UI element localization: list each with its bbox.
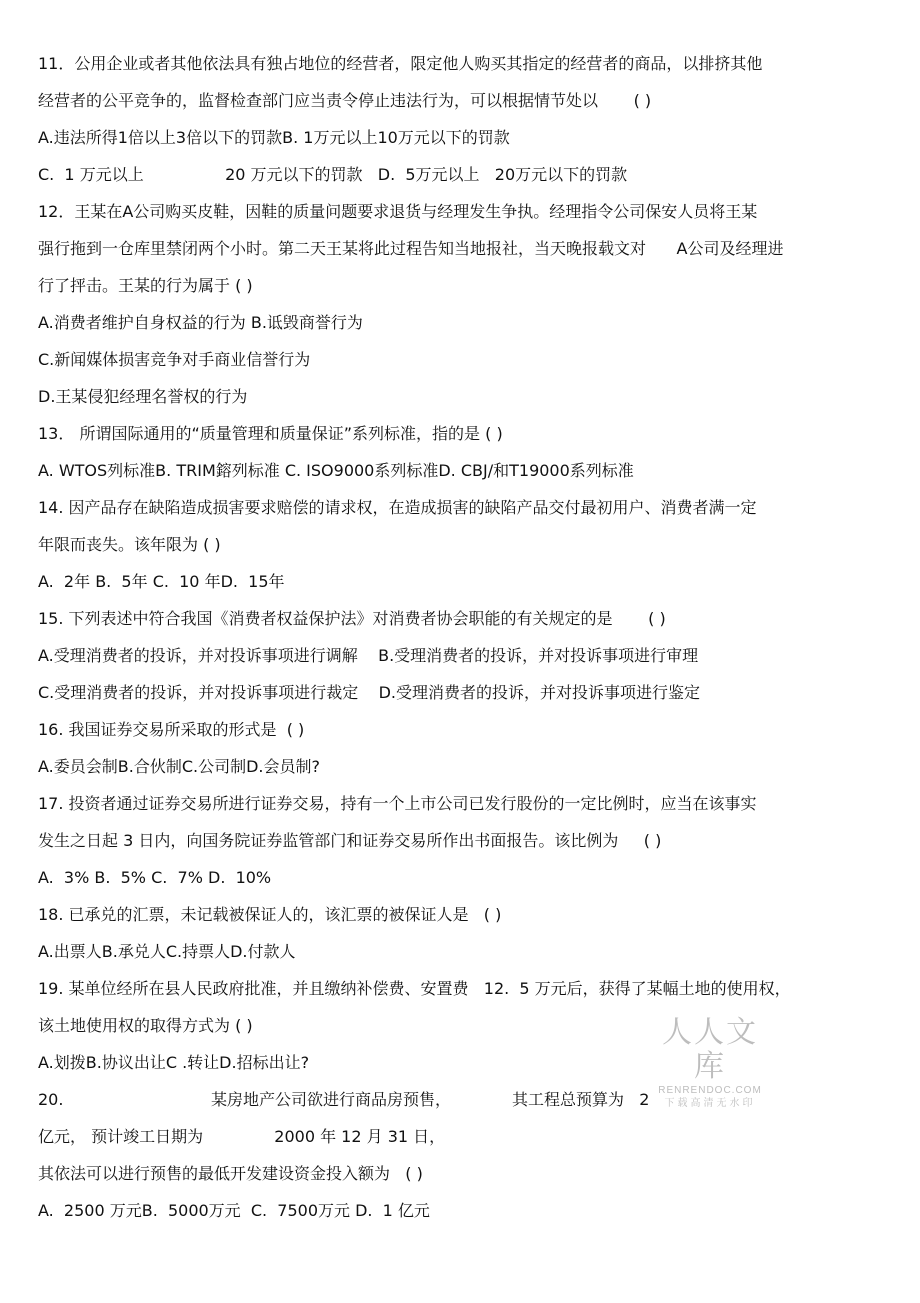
q18-options: A.出票人B.承兑人C.持票人D.付款人: [38, 942, 296, 961]
q19-options: A.划拨B.协议出让C .转让D.招标出让?: [38, 1053, 310, 1072]
q12-line-3: 行了抨击。王某的行为属于 ( ): [38, 276, 253, 295]
q15-options-cd: C.受理消费者的投诉，并对投诉事项进行裁定 D.受理消费者的投诉，并对投诉事项进行鉴定: [38, 683, 701, 702]
q20-line-1: 20. 某房地产公司欲进行商品房预售， 其工程总预算为 2: [38, 1090, 650, 1109]
q20-line-3: 其依法可以进行预售的最低开发建设资金投入额为 ( ): [38, 1164, 423, 1183]
watermark-title: 人人文库: [662, 1015, 758, 1084]
q19-line-2: 该土地使用权的取得方式为 ( ): [38, 1016, 253, 1035]
q12-line-2: 强行拖到一仓库里禁闭两个小时。第二天王某将此过程告知当地报社，当天晚报载文对 A公司及经理进: [38, 239, 784, 258]
q12-line-1: 12．王某在A公司购买皮鞋，因鞋的质量问题要求退货与经理发生争执。经理指令公司保安人员将王某: [38, 202, 758, 221]
renrendoc-watermark: [648, 1016, 772, 1111]
q11-options-ab: A.违法所得1倍以上3倍以下的罚款B. 1万元以上10万元以下的罚款: [38, 128, 510, 147]
q20-line-2: 亿元， 预计竣工日期为 2000 年 12 月 31 日，: [38, 1127, 446, 1146]
q16-options: A.委员会制B.合伙制C.公司制D.会员制?: [38, 757, 320, 776]
q16-line-1: 16. 我国证券交易所采取的形式是 ( ): [38, 720, 305, 739]
watermark-tagline: 下载高清无水印: [664, 1098, 756, 1109]
q14-options: A. 2年 B. 5年 C. 10 年D. 15年: [38, 572, 285, 591]
q12-option-d: D.王某侵犯经理名誉权的行为: [38, 387, 248, 406]
q14-line-1: 14. 因产品存在缺陷造成损害要求赔偿的请求权，在造成损害的缺陷产品交付最初用户、消费者满一定: [38, 498, 757, 517]
q15-options-ab: A.受理消费者的投诉，并对投诉事项进行调解 B.受理消费者的投诉，并对投诉事项进行审理: [38, 646, 699, 665]
q11-options-cd: C. 1 万元以上 20 万元以下的罚款 D. 5万元以上 20万元以下的罚款: [38, 165, 628, 184]
q17-line-1: 17. 投资者通过证券交易所进行证券交易，持有一个上市公司已发行股份的一定比例时，应当在该事实: [38, 794, 757, 813]
q11-line-1: 11．公用企业或者其他依法具有独占地位的经营者，限定他人购买其指定的经营者的商品，以排挤其他: [38, 54, 763, 73]
q11-line-2: 经营者的公平竞争的，监督检查部门应当责令停止违法行为，可以根据情节处以 ( ): [38, 91, 652, 110]
q20-options: A. 2500 万元B. 5000万元 C. 7500万元 D. 1 亿元: [38, 1201, 430, 1220]
q17-line-2: 发生之日起 3 日内，向国务院证券监管部门和证券交易所作出书面报告。该比例为 ( ): [38, 831, 662, 850]
q17-options: A. 3% B. 5% C. 7% D. 10%: [38, 868, 272, 887]
q13-options: A. WTOS列标准B. TRIM鎔列标准 C. ISO9000系列标准D. CBJ/和T19000系列标准: [38, 461, 634, 480]
q18-line-1: 18. 已承兑的汇票，未记载被保证人的，该汇票的被保证人是 ( ): [38, 905, 502, 924]
q15-line-1: 15. 下列表述中符合我国《消费者权益保护法》对消费者协会职能的有关规定的是 ( ): [38, 609, 666, 628]
q19-line-1: 19. 某单位经所在县人民政府批准，并且缴纳补偿费、安置费 12. 5 万元后，获得了某幅土地的使用权，: [38, 979, 791, 998]
watermark-subtitle: RENRENDOC.COM: [658, 1085, 762, 1096]
q12-options-ab: A.消费者维护自身权益的行为 B.诋毁商誉行为: [38, 313, 363, 332]
q13-line-1: 13． 所谓国际通用的“质量管理和质量保证”系列标准，指的是 ( ): [38, 424, 503, 443]
q14-line-2: 年限而丧失。该年限为 ( ): [38, 535, 221, 554]
q12-option-c: C.新闻媒体损害竞争对手商业信誉行为: [38, 350, 311, 369]
